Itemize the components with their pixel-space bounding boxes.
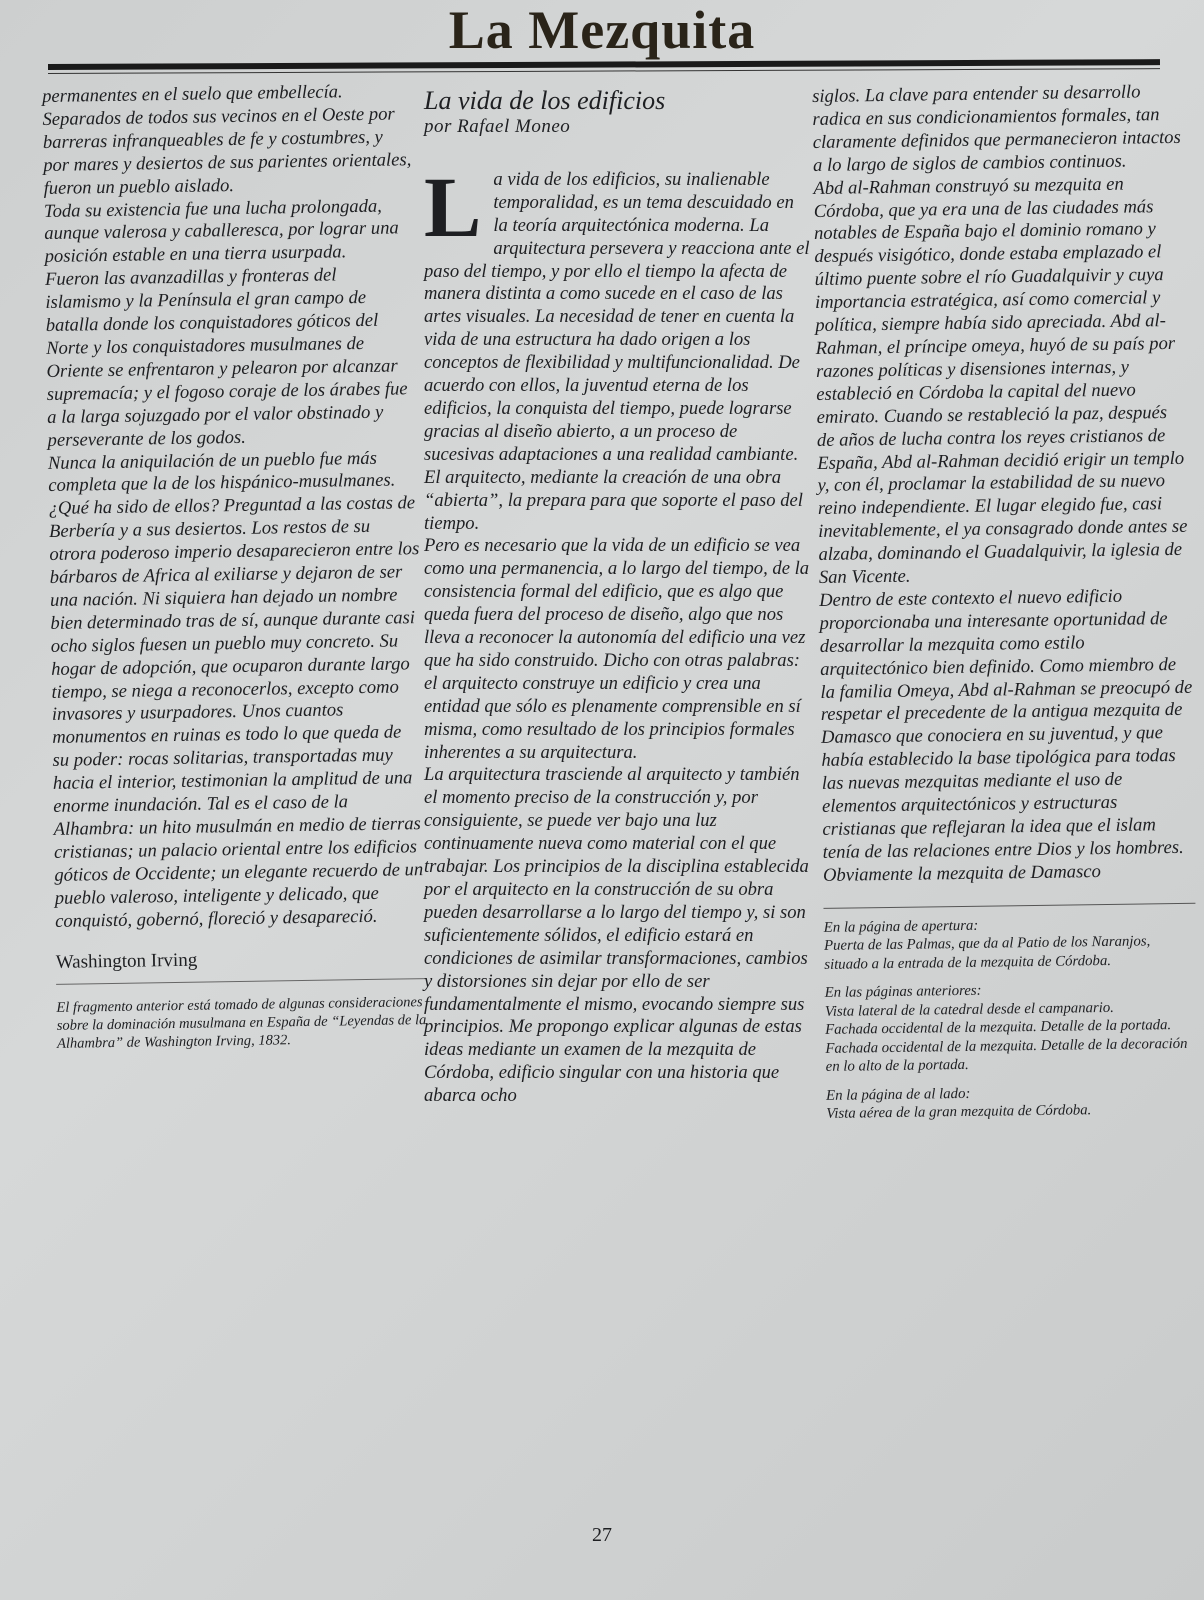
caption-title: En la página de apertura: xyxy=(823,917,979,936)
captions xyxy=(823,902,1198,1123)
middle-paragraph: Pero es necesario que la vida de un edificio se vea como una permanencia, a lo largo del tiempo, de la consistencia formal del edificio, que es algo que queda fuera del proceso de diseño, algo que nos lleva a reconocer la autonomía del edificio una vez que ha sido construido. Dicho con otras palabras: el arquitecto construye un edificio y crea una entidad que sólo es plenamente comprensible en sí misma, como resultado de los principios formales inherentes a su arquitectura. xyxy=(424,535,810,763)
drop-cap: L xyxy=(424,158,482,255)
caption-previous xyxy=(825,979,1198,1077)
middle-paragraph: La arquitectura trasciende al arquitecto y también el momento preciso de la construcción y, por consiguiente, se puede ver bajo una luz continuamente nueva como material con el que trabajar. Los principios de la disciplina establecida por el arquitecto en la construcción de su obra pueden desarrollarse a lo largo del tiempo y, si son suficientemente sólidos, el edificio estará en condiciones de asimilar transformaciones, cambios y distorsiones sin dejar por ello de ser fundamentalmente el mismo, evocando siempre sus principios. Me propongo explicar algunas de estas ideas mediante un examen de la mezquita de Córdoba, edificio singular con una historia que abarca ocho xyxy=(424,764,809,1107)
middle-column xyxy=(424,86,810,1108)
right-paragraph: siglos. La clave para entender su desarrollo radica en sus condicionamientos formales, tan claramente definidos que permanecieron intactos a lo largo de siglos de cambios continuos. xyxy=(812,81,1181,176)
caption-line: Vista lateral de la catedral desde el campanario. xyxy=(824,999,1115,1020)
article-heading: La vida de los edificios xyxy=(424,86,666,115)
page-title: La Mezquita xyxy=(448,0,756,60)
article-byline: por Rafael Moneo xyxy=(424,116,571,137)
author-name: Washington Irving xyxy=(56,946,426,986)
right-column xyxy=(812,81,1199,1134)
caption-line: Vista aérea de la gran mezquita de Córdoba. xyxy=(826,1102,1092,1123)
left-column xyxy=(42,80,427,1053)
right-paragraph: Abd al-Rahman construyó su mezquita en Córdoba, que ya era una de las ciudades más notables de España bajo el dominio romano y después visigótico, donde estaba emplazado el último puente sobre el río Guadalquivir y cuya importancia estratégica, así como comercial y política, siempre había sido apreciada. Abd al-Rahman, el príncipe omeya, huyó de su país por razones políticas y disensiones internas, y estableció en Córdoba la capital del nuevo emirato. Cuando se restableció la paz, después de años de lucha contra los reyes cristianos de España, Abd al-Rahman decidió erigir un templo y, con él, proclamar la estabilidad de su nuevo reino independiente. El lugar elegido fue, casi inevitablemente, el ya consagrado donde antes se alzaba, dominando el Guadalquivir, la iglesia de San Vicente. xyxy=(813,173,1188,588)
caption-opening xyxy=(824,913,1197,974)
right-paragraph: Dentro de este contexto el nuevo edificio proporcionaba una interesante oportunidad de desarrollar la mezquita como estilo arquitectónico bien definido. Como miembro de la familia Omeya, Abd al-Rahman se preocupó de respetar el precedente de la antigua mezquita de Damasco que conociera en su juventud, y que había establecido la base tipológica para todas las nuevas mezquitas mediante el uso de elementos arquitectónicos y estructuras cristianas que reflejaran la idea que el islam tenía de las relaciones entre Dios y los hombres. Obviamente la mezquita de Damasco xyxy=(819,585,1193,886)
first-paragraph xyxy=(424,158,810,536)
caption-title: En las páginas anteriores: xyxy=(824,982,982,1002)
left-paragraph: Fueron las avanzadillas y fronteras del islamismo y la Península el gran campo de batalla donde los conquistadores góticos del Norte y los conquistadores musulmanes de Oriente se enfrentaron y pelearon por alcanzar supremacía; y el fogoso coraje de los árabes fue a la larga sojuzgado por el valor obstinado y perseverante de los godos. xyxy=(44,264,408,451)
caption-line: Fachada occidental de la mezquita. Detalle de la decoración en lo alto de la portada. xyxy=(825,1035,1188,1076)
caption-line: Fachada occidental de la mezquita. Detalle de la portada. xyxy=(825,1017,1172,1039)
caption-title: En la página de al lado: xyxy=(825,1085,971,1104)
page-number: 27 xyxy=(592,1524,612,1546)
left-paragraph: Toda su existencia fue una lucha prolongada, aunque valerosa y caballeresca, por lograr una posición estable en una tierra usurpada. xyxy=(43,195,399,268)
caption-line: Puerta de las Palmas, que da al Patio de los Naranjos, situado a la entrada de la mezquita de Córdoba. xyxy=(823,933,1151,973)
left-paragraph: permanentes en el suelo que embellecía. Separados de todos sus vecinos en el Oeste por barreras infranqueables de fe y costumbres, y por mares y desiertos de sus parientes orientales, fueron un pueblo aislado. xyxy=(42,81,412,199)
first-paragraph-text: a vida de los edificios, su inalienable temporalidad, es un tema descuidado en la teoría arquitectónica moderna. La arquitectura persevera y reacciona ante el paso del tiempo, y por ello el tiempo la afecta de manera distinta a como sucede en el caso de las artes visuales. La necesidad de tener en cuenta la vida de una estructura ha dado origen a los conceptos de flexibilidad y multifuncionalidad. De acuerdo con ellos, la juventud eterna de los edificios, la conquista del tiempo, puede lograrse gracias al diseño abierto, a un proceso de sucesivas adaptaciones a una realidad cambiante. El arquitecto, mediante la creación de una obra “abierta”, la prepara para que soporte el paso del tiempo. xyxy=(424,168,810,534)
caption-facing xyxy=(826,1081,1198,1123)
source-note: El fragmento anterior está tomado de algunas consideraciones sobre la dominación musulmana en España de “Leyendas de la Alhambra” de Washington Irving, 1832. xyxy=(56,994,427,1053)
left-paragraph: Nunca la aniquilación de un pueblo fue más completa que la de los hispánico-musulmanes. ¿Qué ha sido de ellos? Preguntad a las costas de Berbería y a sus desiertos. Los restos de su otrora poderoso imperio desaparecieron entre los bárbaros de Africa al exiliarse y dejaron de ser una nación. Ni siquiera han dejado un nombre bien determinado tras de sí, aunque durante casi ocho siglos fuesen un pueblo muy concreto. Su hogar de adopción, que ocuparon durante largo tiempo, se niega a reconocerlos, excepto como invasores y usurpadores. Unos cuantos monumentos en ruinas es todo lo que queda de su poder: rocas solitarias, transportadas muy hacia el interior, testimonian la amplitud de una enorme inundación. Tal es el caso de la Alhambra: un hito musulmán en medio de tierras cristianas; un palacio oriental entre los edificios góticos de Occidente; un elegante recuerdo de un pueblo valeroso, inteligente y delicado, que conquistó, gobernó, floreció y desapareció. xyxy=(47,447,424,932)
